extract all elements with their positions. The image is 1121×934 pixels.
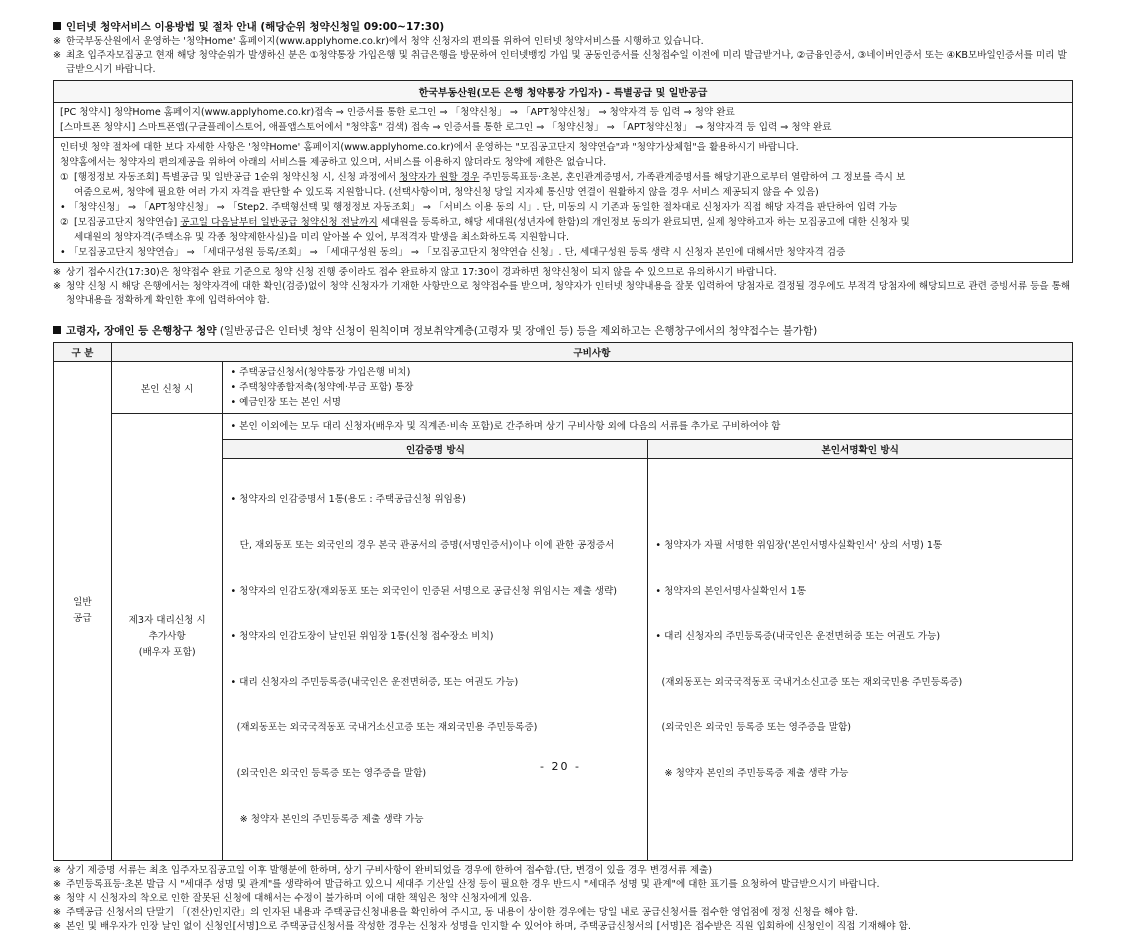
sign-method-items bbox=[648, 459, 1073, 861]
pc-procedure: [PC 청약시] 청약Home 홈페이지(www.applyhome.co.kr)접속 ⇒ 인증서를 통한 로그인 ⇒ 「청약신청」 ⇒ 「APT청약신청」 ⇒ 청약자격 등 입력 ⇒ 청약 완료 bbox=[60, 107, 735, 118]
th-documents: 구비사항 bbox=[111, 343, 1072, 362]
service-item-2: ② [모집공고단지 청약연습] 공고일 다음날부터 일반공급 청약신청 전날까지 세대원을 등록하고, 해당 세대원(성년자에 한함)의 개인정보 동의가 완료되면, 실제 청약하고자 하는 모집공고에 대한 신청자 및 bbox=[60, 217, 910, 228]
detail-line: 청약홈에서는 청약자의 편의제공을 위하여 아래의 서비스를 제공하고 있으며, 서비스를 이용하지 않더라도 청약에 제한은 없습니다. bbox=[60, 157, 607, 168]
document-page bbox=[53, 20, 1073, 934]
square-bullet-icon bbox=[53, 22, 61, 30]
mobile-procedure: [스마트폰 청약시] 스마트폰앱(구글플레이스토어, 애플앱스토어에서 "청약홈" 검색) 접속 ⇒ 인증서를 통한 로그인 ⇒ 「청약신청」 ⇒ 「APT청약신청」 ⇒ 청약자격 등 입력 ⇒ 청약 완료 bbox=[60, 122, 832, 133]
third-party-intro: • 본인 이외에는 모두 대리 신청자(배우자 및 직계존·비속 포함)로 간주하며 상기 구비사항 외에 다음의 서류를 추가로 구비하여야 함 bbox=[223, 414, 1073, 440]
service-item-1-cont: 여줌으로써, 청약에 필요한 여러 가지 자격을 판단할 수 있도록 지원합니다. (선택사항이며, 청약신청 당일 지자체 통신망 연결이 원활하지 않을 경우 서비스 제공되지 않을 수 있음) bbox=[74, 187, 819, 198]
service-item-1: ① [행정정보 자동조회] 특별공급 및 일반공급 1순위 청약신청 시, 신청 과정에서 청약자가 원할 경우 주민등록표등·초본, 혼인관계증명서, 가족관계증명서를 해당기관으로부터 열람하여 그 정보를 즉시 보 bbox=[60, 172, 906, 183]
procedure-details bbox=[54, 138, 1072, 262]
th-seal-method: 인감증명 방식 bbox=[223, 440, 648, 459]
note: ※ 주택공급 신청서의 단말기 「(전산)인지란」의 인자된 내용과 주택공급신청내용을 확인하여 주시고, 동 내용이 상이한 경우에는 당일 내로 공급신청서를 접수한 영업점에 정정 신청을 해야 함. bbox=[53, 907, 858, 919]
section1-title: 인터넷 청약서비스 이용방법 및 절차 안내 (해당순위 청약신청일 09:00~17:30) bbox=[53, 20, 1073, 35]
list-item: • 대리 신청자의 주민등록증(내국인은 운전면허증 또는 여권도 가능) bbox=[655, 631, 941, 643]
bank-application-table bbox=[53, 342, 1073, 861]
row-group-general: 일반 공급 bbox=[54, 362, 112, 861]
self-apply-items bbox=[223, 362, 1073, 414]
note: ※ 본인 및 배우자가 인장 날인 없이 신청인[서명]으로 주택공급신청서를 작성한 경우는 신청자 성명을 인지할 수 있어야 하며, 주택공급신청서의 [서명]은 접수받은 직원 입회하에 신청인이 직접 기재해야 함. bbox=[53, 921, 911, 933]
service-item-1-path: • 「청약신청」 ⇒ 「APT청약신청」 ⇒ 「Step2. 주택형선택 및 행정정보 자동조회」 ⇒ 「서비스 이용 동의 시」. 단, 미동의 시 기존과 동일한 절차대로 신청자가 직접 해당 자격을 판단하여 입력 가능 bbox=[60, 202, 898, 213]
list-item: (외국인은 외국인 등록증 또는 영주증을 말함) bbox=[655, 722, 852, 734]
list-item: • 청약자의 인감도장(재외동포 또는 외국인이 인증된 서명으로 공급신청 위임시는 제출 생략) bbox=[230, 585, 618, 597]
list-item: (재외동포는 외국국적동포 국내거소신고증 또는 재외국민용 주민등록증) bbox=[230, 722, 538, 734]
list-item: (재외동포는 외국국적동포 국내거소신고증 또는 재외국민용 주민등록증) bbox=[655, 676, 963, 688]
list-item: ※ 청약자 본인의 주민등록증 제출 생략 가능 bbox=[230, 813, 424, 825]
list-item: • 청약자의 인감도장이 날인된 위임장 1통(신청 접수장소 비치) bbox=[230, 631, 494, 643]
note: ※ 상기 접수시간(17:30)은 청약접수 완료 기준으로 청약 신청 진행 중이라도 접수 완료하지 않고 17:30이 경과하면 청약신청이 되지 않을 수 있으므로 유의하시기 바랍니다. bbox=[53, 267, 777, 278]
service-item-2-path: • 「모집공고단지 청약연습」 ⇒ 「세대구성원 등록/조회」 ⇒ 「세대구성원 동의」 ⇒ 「모집공고단지 청약연습 신청」. 단, 세대구성원 등록 생략 시 신청자 본인에 대해서만 청약자격 검증 bbox=[60, 247, 846, 258]
note: ※ 최초 입주자모집공고 현재 해당 청약순위가 발생하신 분은 ①청약통장 가입은행 및 취급은행을 방문하여 인터넷뱅킹 가입 및 공동인증서를 신청접수일 이전에 미리 발급받거나, ②금융인증서, ③네이버인증서 또는 ④KB모바일인증서를 미리 발급받으시기 바랍니다. bbox=[53, 50, 1067, 75]
note: ※ 청약 신청 시 해당 은행에서는 청약자격에 대한 확인(검증)없이 청약 신청자가 기재한 사항만으로 청약접수를 받으며, 청약자가 인터넷 청약내용을 잘못 입력하여 당첨자로 결정될 경우에도 부적격 당첨자에 해당되므로 관련 증빙서류 등을 통해 청약내용을 정확하게 확인한 후에 입력하여야 함. bbox=[53, 281, 1071, 306]
note: ※ 청약 시 신청자의 착오로 인한 잘못된 신청에 대해서는 수정이 불가하며 이에 대한 책임은 청약 신청자에게 있음. bbox=[53, 893, 532, 905]
seal-method-items bbox=[223, 459, 648, 861]
list-item: • 주택공급신청서(청약통장 가입은행 비치) bbox=[230, 367, 411, 378]
online-application-box bbox=[53, 80, 1073, 263]
page-number: - 20 - bbox=[540, 760, 581, 773]
list-item: • 예금인장 또는 본인 서명 bbox=[230, 397, 342, 408]
list-item: ※ 청약자 본인의 주민등록증 제출 생략 가능 bbox=[655, 768, 849, 780]
list-item: • 청약자의 인감증명서 1통(용도 : 주택공급신청 위임용) bbox=[230, 494, 466, 506]
list-item: (외국인은 외국인 등록증 또는 영주증을 말함) bbox=[230, 768, 427, 780]
box-title: 한국부동산원(모든 은행 청약통장 가입자) - 특별공급 및 일반공급 bbox=[54, 81, 1072, 103]
section2-title: 고령자, 장애인 등 은행창구 청약 (일반공급은 인터넷 청약 신청이 원칙이며 정보취약계층(고령자 및 장애인 등) 등을 제외하고는 은행창구에서의 청약접수는 불가함) bbox=[53, 324, 1073, 339]
service-item-2-cont: 세대원의 청약자격(주택소유 및 각종 청약제한사실)을 미리 알아볼 수 있어, 부적격자 발생을 최소화하도록 지원합니다. bbox=[74, 232, 570, 243]
th-category: 구 분 bbox=[54, 343, 112, 362]
square-bullet-icon bbox=[53, 326, 61, 334]
note: ※ 상기 제증명 서류는 최초 입주자모집공고일 이후 발행분에 한하며, 상기 구비사항이 완비되었을 경우에 한하여 접수함.(단, 변경이 있을 경우 변경서류 제출) bbox=[53, 865, 713, 877]
detail-line: 인터넷 청약 절차에 대한 보다 자세한 사항은 '청약Home' 홈페이지(www.applyhome.co.kr)에서 운영하는 "모집공고단지 청약연습"과 "청약가상체험"을 활용하시기 바랍니다. bbox=[60, 142, 799, 153]
list-item: • 청약자의 본인서명사실확인서 1통 bbox=[655, 585, 807, 597]
list-item: • 청약자가 자필 서명한 위임장('본인서명사실확인서' 상의 서명) 1통 bbox=[655, 540, 943, 552]
list-item: • 주택청약종합저축(청약예·부금 포함) 통장 bbox=[230, 382, 414, 393]
th-sign-method: 본인서명확인 방식 bbox=[648, 440, 1073, 459]
list-item: • 대리 신청자의 주민등록증(내국인은 운전면허증, 또는 여권도 가능) bbox=[230, 676, 519, 688]
procedure-steps bbox=[54, 103, 1072, 138]
third-party-label: 제3자 대리신청 시 추가사항 (배우자 포함) bbox=[111, 414, 223, 861]
note: ※ 주민등록표등·초본 발급 시 "세대주 성명 및 관계"를 생략하여 발급하고 있으니 세대주 기산일 산정 등이 필요한 경우 반드시 "세대주 성명 및 관계"에 대한 표기를 요청하여 발급받으시기 바랍니다. bbox=[53, 879, 880, 891]
self-apply-label: 본인 신청 시 bbox=[111, 362, 223, 414]
note: ※ 한국부동산원에서 운영하는 '청약Home' 홈페이지(www.applyhome.co.kr)에서 청약 신청자의 편의를 위하여 인터넷 청약서비스를 시행하고 있습니다. bbox=[53, 36, 704, 47]
list-item: 단, 재외동포 또는 외국인의 경우 본국 관공서의 증명(서명인증서)이나 이에 관한 공정증서 bbox=[230, 540, 615, 552]
